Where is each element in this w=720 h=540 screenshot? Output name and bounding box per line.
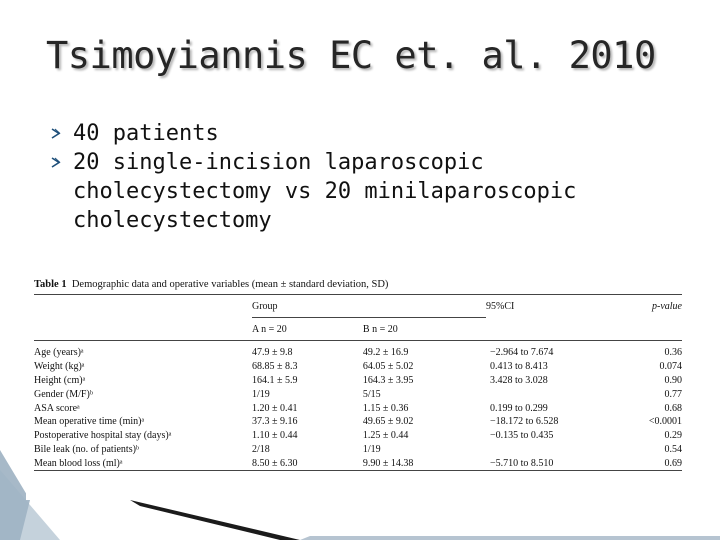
row-group-a: 1/19 <box>252 388 270 400</box>
row-variable: Weight (kg)ᵃ <box>34 361 85 373</box>
row-pvalue: <0.0001 <box>648 416 682 428</box>
curl-bullet-icon <box>51 157 61 168</box>
pvalue-header: p-value <box>634 295 682 318</box>
row-pvalue: 0.90 <box>664 374 682 386</box>
group-b-header: B n = 20 <box>363 318 486 341</box>
curl-bullet-icon <box>51 128 61 139</box>
row-pvalue: 0.68 <box>664 402 682 414</box>
table-row <box>34 415 682 429</box>
row-pvalue: 0.36 <box>664 347 682 359</box>
row-group-a: 47.9 ± 9.8 <box>252 347 293 359</box>
bullet-text: 40 patients <box>73 121 219 146</box>
row-pvalue: 0.074 <box>659 361 682 373</box>
row-ci: 0.413 to 8.413 <box>490 361 548 373</box>
table-subheader-row <box>34 318 682 341</box>
table-row <box>34 456 682 470</box>
row-ci: 3.428 to 3.028 <box>490 374 548 386</box>
row-group-b: 1.15 ± 0.36 <box>362 402 409 414</box>
row-variable: Gender (M/F)ᵇ <box>34 388 93 400</box>
table-figure <box>26 275 694 500</box>
row-pvalue: 0.77 <box>664 388 682 400</box>
bullet-list <box>51 119 633 235</box>
bullet-text: 20 single-incision laparoscopic cholecystectomy vs 20 minilaparoscopic cholecystectomy <box>73 150 577 233</box>
row-group-a: 8.50 ± 6.30 <box>252 456 363 470</box>
row-ci: −5.710 to 8.510 <box>486 456 634 470</box>
row-group-a: 68.85 ± 8.3 <box>252 361 298 373</box>
row-group-b: 1/19 <box>362 443 381 455</box>
row-group-b: 49.2 ± 16.9 <box>362 347 409 359</box>
table-row <box>34 429 682 443</box>
row-variable: Mean operative time (min)ᵃ <box>34 416 145 428</box>
table-row <box>34 387 682 401</box>
table-caption-text: Demographic data and operative variables (mean ± standard deviation, SD) <box>71 279 389 290</box>
row-variable: Postoperative hospital stay (days)ᵃ <box>34 430 172 442</box>
table-caption <box>34 279 388 290</box>
group-header: Group <box>252 295 486 318</box>
row-group-a: 164.1 ± 5.9 <box>252 374 298 386</box>
row-variable: Age (years)ᵃ <box>34 347 84 359</box>
table-row <box>34 401 682 415</box>
row-ci: −0.135 to 0.435 <box>490 430 554 442</box>
row-group-b: 49.65 ± 9.02 <box>362 416 414 428</box>
row-group-b: 5/15 <box>362 388 381 400</box>
bullet-item <box>51 119 633 148</box>
row-ci <box>486 387 634 401</box>
row-variable: Height (cm)ᵃ <box>34 374 86 386</box>
row-group-a: 1.10 ± 0.44 <box>252 430 298 442</box>
row-pvalue: 0.69 <box>634 456 682 470</box>
row-group-b: 164.3 ± 3.95 <box>362 374 414 386</box>
table-row <box>34 346 682 360</box>
group-a-header: A n = 20 <box>252 318 363 341</box>
table-row <box>34 443 682 457</box>
ci-header: 95%CI <box>486 295 634 318</box>
row-pvalue: 0.54 <box>664 443 682 455</box>
row-variable: ASA scoreᵃ <box>34 402 80 414</box>
row-variable: Bile leak (no. of patients)ᵇ <box>34 443 140 455</box>
table-row <box>34 360 682 374</box>
table-caption-label: Table 1 <box>34 279 67 290</box>
row-group-b: 1.25 ± 0.44 <box>362 430 409 442</box>
row-pvalue: 0.29 <box>664 430 682 442</box>
row-ci: −2.964 to 7.674 <box>490 347 554 359</box>
row-group-a: 37.3 ± 9.16 <box>252 416 298 428</box>
row-ci <box>486 443 634 457</box>
row-ci: −18.172 to 6.528 <box>490 416 559 428</box>
row-ci: 0.199 to 0.299 <box>490 402 548 414</box>
row-group-b: 64.05 ± 5.02 <box>362 361 414 373</box>
row-group-b: 9.90 ± 14.38 <box>363 456 486 470</box>
slide-title: Tsimoyiannis EC et. al. 2010 <box>46 34 656 77</box>
table-row <box>34 374 682 388</box>
row-group-a: 2/18 <box>252 443 270 455</box>
row-variable: Mean blood loss (ml)ᵃ <box>34 456 252 470</box>
bullet-item <box>51 148 633 235</box>
row-group-a: 1.20 ± 0.41 <box>252 402 298 414</box>
data-table <box>34 294 682 471</box>
table-header-row <box>34 295 682 318</box>
